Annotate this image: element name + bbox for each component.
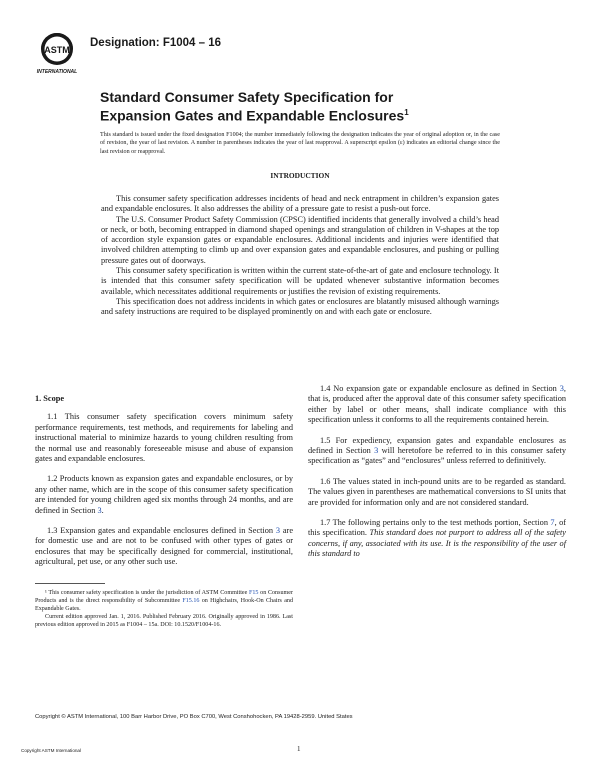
section-3-link[interactable]: 3	[559, 384, 564, 393]
section-1-1: 1.1 This consumer safety specification covers minimum safety performance requirements, test methods, and requirements for labeling and instructional material to minimize hazards to young children resulting from the normal use and reasonably foreseeable misuse and abuse of expansion gates and expandable enclosures.	[35, 412, 293, 464]
intro-paragraph: The U.S. Consumer Product Safety Commission (CPSC) identified incidents that generally involved a child’s head or neck, or both, becoming entrapped in diamond shaped openings and strangulation of children in V-shapes at the top of accordion style expansion gates or expandable enclosures. Additional incidents and injuries were identified that involved children attempting to climb up and over expansion gates and expandable enclosures, and pushing or pulling pressure gates out of doorways.	[101, 214, 499, 265]
introduction-heading: INTRODUCTION	[270, 171, 330, 180]
section-1-5: 1.5 For expediency, expansion gates and expandable enclosures as defined in Section 3 will heretofore be referred to in this consumer safety specification as “gates” and “enclosures” unless referred to definitively.	[308, 435, 566, 466]
section-7-link[interactable]: 7	[550, 518, 555, 528]
intro-paragraph: This consumer safety specification is written within the current state-of-the-art of gate and enclosure technology. It is intended that this consumer safety specification will be updated whenever substantive information becomes available, which necessitates additional requirements or justifies the revision of existing requirements.	[101, 266, 499, 296]
preamble-note: This standard is issued under the fixed designation F1004; the number immediately following the designation indicates the year of original adoption or, in the case of revision, the year of last revision. A number in parentheses indicates the year of last reapproval. A superscript epsilon (ε) indicates an editorial change since the last revision or reapproval.	[100, 132, 500, 155]
scope-heading: 1. Scope	[35, 394, 65, 403]
intro-paragraph: This consumer safety specification addresses incidents of head and neck entrapment in children’s expansion gates and expandable enclosures. It also addresses the ability of a pressure gate to resist a push-out force.	[101, 194, 499, 214]
left-column	[35, 394, 293, 578]
section-3-link[interactable]: 3	[374, 446, 379, 456]
svg-text:ASTM: ASTM	[44, 45, 70, 55]
introduction-body	[101, 194, 499, 318]
title-footnote-mark: 1	[404, 108, 409, 117]
section-1-4: 1.4 No expansion gate or expandable enclosure as defined in Section 3, that is, produced after the approval date of this consumer safety specification either by label or other means, shall indicate compliance with this specification unless it conforms to all the requirements contained herein.	[308, 384, 566, 425]
title-line-2: Expansion Gates and Expandable Enclosures$^1$	[100, 107, 409, 124]
document-title	[100, 89, 520, 124]
right-column	[308, 384, 566, 570]
svg-text:INTERNATIONAL: INTERNATIONAL	[36, 69, 78, 75]
footnotes	[35, 589, 293, 629]
astm-logo	[32, 28, 82, 76]
footer-copyright-label: Copyright ASTM International	[21, 748, 82, 753]
section-1-2: 1.2 Products known as expansion gates and expandable enclosures, or by any other name, which are in the scope of this consumer safety specification are intended for young children aged six months through 24 months, and are defined in Section 3.	[35, 474, 293, 515]
title-line-1: Standard Consumer Safety Specification for	[100, 89, 394, 105]
section-1-3: 1.3 Expansion gates and expandable enclosures defined in Section 3 are for domestic use and are not to be confused with other types of gates or enclosures that may be specifically designed for commercial, institutional, agricultural, pet use, or any other such use.	[35, 526, 294, 567]
page-number: 1	[297, 745, 301, 753]
section-1-6: 1.6 The values stated in inch-pound units are to be regarded as standard. The values given in parentheses are mathematical conversions to SI units that are provided for information only and are not considered standard.	[308, 476, 566, 507]
subcommittee-f15-16-link[interactable]: F15.16	[182, 598, 200, 605]
section-1-7: 1.7 The following pertains only to the test methods portion, Section 7, of this specification. This standard does not purport to address all of the safety concerns, if any, associated with its use. It is the responsibility of the user of this standard to	[308, 518, 567, 559]
designation: Designation: F1004 – 16	[90, 37, 222, 49]
section-3-link[interactable]: 3	[275, 526, 281, 536]
footnote-1: ¹ This consumer safety specification is under the jurisdiction of ASTM Committee F15 on Consumer Products and is the direct responsibility of Subcommittee F15.16 on Highchairs, Hook-On Chairs and Expandable Gates.	[35, 590, 293, 613]
footnote-edition: Current edition approved Jan. 1, 2016. Published February 2016. Originally approved in 1986. Last previous edition approved in 2015 as F1004 – 15a. DOI: 10.1520/F1004-16.	[35, 614, 293, 629]
intro-paragraph: This specification does not address incidents in which gates or enclosures are blatantly misused although warnings and safety instructions are required to be displayed prominently on and with each gate or enclosure.	[101, 296, 499, 317]
footnote-divider	[35, 583, 105, 584]
copyright-line: Copyright © ASTM International, 100 Barr Harbor Drive, PO Box C700, West Conshohocken, PA 19428-2959. United States	[35, 714, 353, 720]
section-3-link[interactable]: 3	[97, 505, 102, 515]
committee-f15-link[interactable]: F15	[249, 590, 259, 596]
